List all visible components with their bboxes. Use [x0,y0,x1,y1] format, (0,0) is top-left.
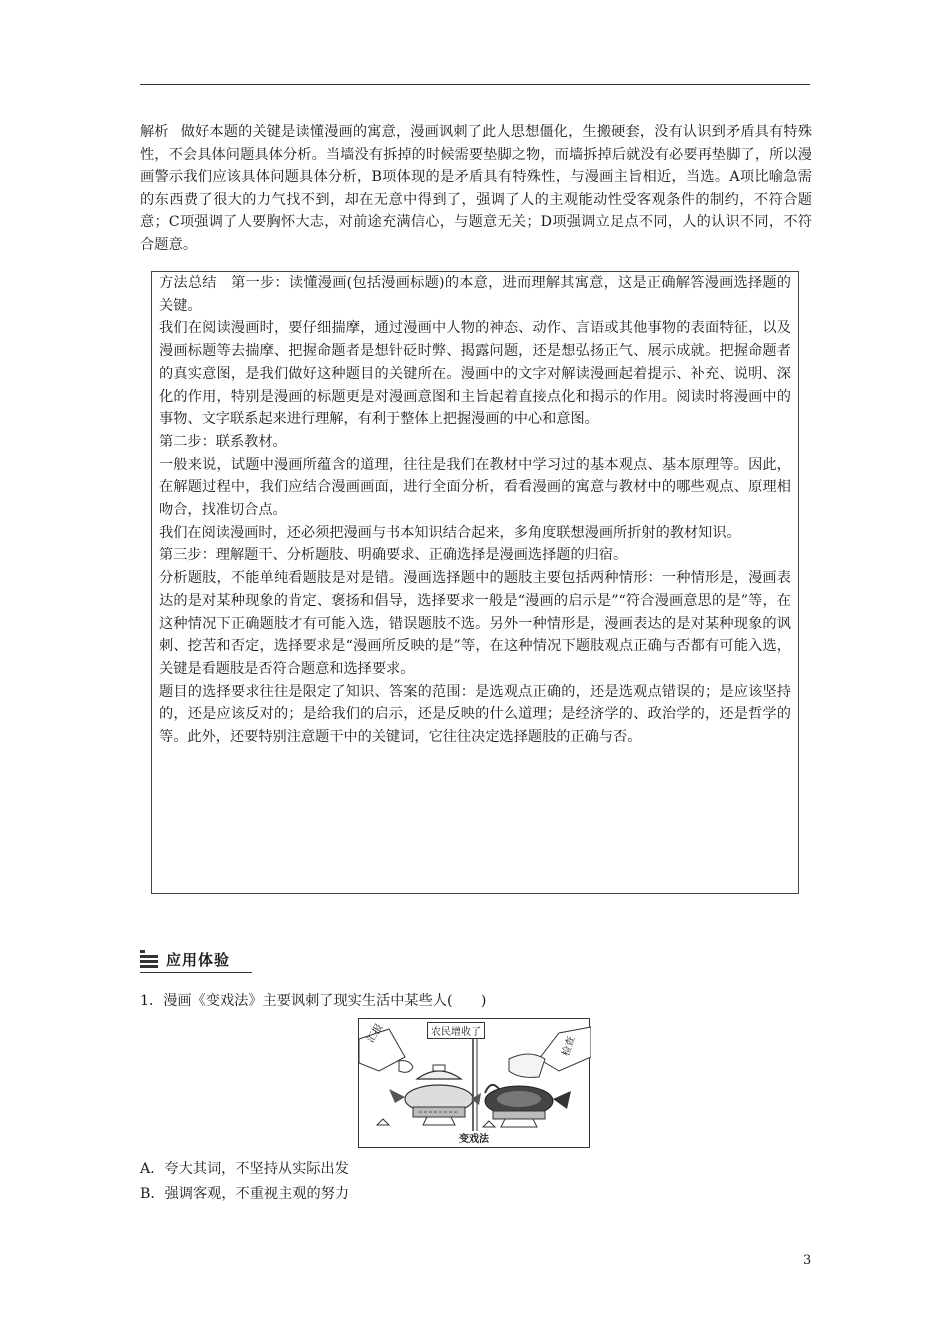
analysis-label: 解析 [140,124,169,140]
method-paragraph: 第三步：理解题干、分析题肢、明确要求、正确选择是漫画选择题的归宿。 [159,547,628,564]
method-paragraph: 分析题肢，不能单纯看题肢是对是错。漫画选择题中的题肢主要包括两种情形：一种情形是，漫画表达的是对某种现象的肯定、褒扬和倡导，选择要求一般是“漫画的启示是”“符合漫画意思的是”等，在这种情况下正确题肢才有可能入选，错误题肢不选。另外一种情形是，漫画表达的是对某种现象的讽刺、挖苦和否定，选择要求是“漫画所反映的是”等，在这种情况下题肢观点正确与否都有可能入选，关键是看题肢是否符合题意和选择要求。 [159,570,791,677]
section-underline [140,972,252,973]
method-paragraph: 我们在阅读漫画时，还必须把漫画与书本知识结合起来，多角度联想漫画所折射的教材知识。 [159,524,741,541]
option-a: A．夸大其词，不坚持从实际出发 [140,1161,349,1177]
method-paragraph: 方法总结 第一步：读懂漫画(包括漫画标题)的本意，进而理解其寓意，这是正确解答漫画选择题的关键。 [159,275,791,314]
cartoon-sign-farmers: 农民增收了 [427,1022,485,1039]
section-bars-icon [140,950,158,968]
cartoon-image [358,1018,590,1148]
method-paragraph: 我们在阅读漫画时，要仔细揣摩，通过漫画中人物的神态、动作、言语或其他事物的表面特征，以及漫画标题等去揣摩、把握命题者是想针砭时弊、揭露问题，还是想弘扬正气、展示成就。把握命题者的真实意图，是我们做好这种题目的关键所在。漫画中的文字对解读漫画起着提示、补充、说明、深化的作用，特别是漫画的标题更是对漫画意图和主旨起着直接点化和揭示的作用。阅读时将漫画中的事物、文字联系起来进行理解，有利于整体上把握漫画的中心和意图。 [159,320,791,428]
method-paragraph: 一般来说，试题中漫画所蕴含的道理，往往是我们在教材中学习过的基本观点、基本原理等。因此，在解题过程中，我们应结合漫画画面，进行全面分析，看看漫画的寓意与教材中的哪些观点、原理相吻合，找准切合点。 [159,456,791,519]
section-title: 应用体验 [166,950,231,969]
cartoon-sign-inspect: 检查 [560,1035,578,1058]
cartoon-sign-report: 汇报 [365,1022,386,1045]
section-heading [140,946,230,972]
question-text: 1．漫画《变戏法》主要讽刺了现实生活中某些人( ) [140,993,487,1009]
analysis-text: 做好本题的关键是读懂漫画的寓意，漫画讽刺了此人思想僵化，生搬硬套，没有认识到矛盾具有特殊性，不会具体问题具体分析。当墙没有拆掉的时候需要垫脚之物，而墙拆掉后就没有必要再垫脚了，所以漫画警示我们应该具体问题具体分析，B项体现的是矛盾具有特殊性，与漫画主旨相近，当选。A项比喻急需的东西费了很大的力气找不到，却在无意中得到了，强调了人的主观能动性受客观条件的制约，不符合题意；C项强调了人要胸怀大志，对前途充满信心，与题意无关；D项强调立足点不同，人的认识不同，不符合题意。 [140,124,812,253]
method-summary-box [151,271,799,894]
header-rule [140,84,810,85]
analysis-paragraph [140,121,812,257]
option-b: B．强调客观，不重视主观的努力 [140,1186,350,1202]
method-paragraph: 第二步：联系教材。 [159,433,287,450]
cartoon-caption: 变戏法 [459,1134,489,1145]
page-number: 3 [803,1253,812,1268]
method-paragraph: 题目的选择要求往往是限定了知识、答案的范围：是选观点正确的，还是选观点错误的；是应该坚持的，还是应该反对的；是给我们的启示，还是反映的什么道理；是经济学的、政治学的，还是哲学的等。此外，还要特别注意题干中的关键词，它往往决定选择题肢的正确与否。 [159,683,791,746]
